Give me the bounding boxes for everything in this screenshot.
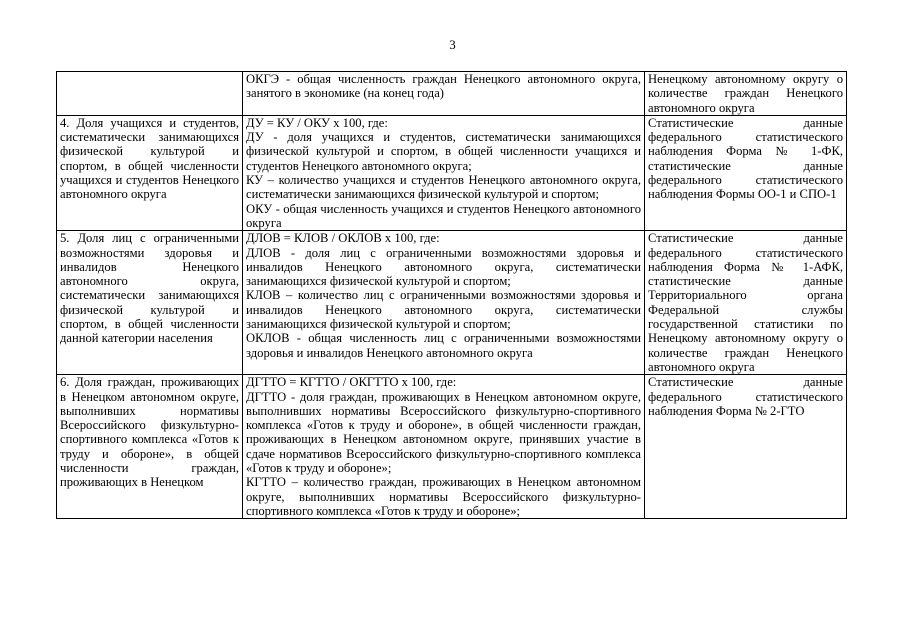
formula-text: ДЛОВ = КЛОВ / ОКЛОВ х 100, где: [246, 231, 440, 246]
formula-definition: КГТТО – количество граждан, проживающих в Ненецком автономном округе, выполнивших нормативы Всероссийского физкультурно-спортивного комплекса «Готов к труду и обороне»; [246, 475, 641, 518]
formula-text: ДГТТО = КГТТО / ОКГТТО х 100, где: [246, 375, 457, 390]
table-row [57, 375, 847, 519]
formula-cell [243, 231, 645, 375]
table-row [57, 231, 847, 375]
table-row [57, 72, 847, 116]
formula-definition: ДЛОВ - доля лиц с ограниченными возможностями здоровья и инвалидов Ненецкого автономного округа, систематически занимающихся физической культурой и спортом; [246, 245, 641, 289]
formula-definition: КУ – количество учащихся и студентов Ненецкого автономного округа, систематически занимающихся физической культурой и спортом; [246, 173, 641, 202]
indicators-table [56, 71, 847, 519]
source-cell: Ненецкому автономному округу о количестве граждан Ненецкого автономного округа [645, 72, 847, 116]
page-number: 3 [449, 37, 456, 52]
formula-definition: КЛОВ – количество лиц с ограниченными возможностями здоровья и инвалидов Ненецкого автономного округа, систематически занимающихся физической культурой и спортом; [246, 288, 641, 332]
source-cell: Статистические данные федерального статистического наблюдения Форма № 2-ГТО [645, 375, 847, 519]
formula-definition: ОКУ - общая численность учащихся и студентов Ненецкого автономного округа [246, 201, 641, 230]
formula-cell [243, 115, 645, 230]
formula-definition: ДУ - доля учащихся и студентов, систематически занимающихся физической культурой и спортом, в общей численности учащихся и студентов Ненецкого автономного округа; [246, 130, 641, 173]
formula-definition: ОКЛОВ - общая численность лиц с ограниченными возможностями здоровья и инвалидов Ненецкого автономного округа [246, 331, 641, 360]
source-cell: Статистические данные федерального статистического наблюдения Форма № 1-АФК, статистические данные Территориального органа Федеральной службы государственной статистики по Ненецкому автономному округу о количестве граждан Ненецкого автономного округа [645, 231, 847, 375]
formula-cell [243, 375, 645, 519]
formula-definition: ДГТТО - доля граждан, проживающих в Ненецком автономном округе, выполнивших нормативы Всероссийского физкультурно-спортивного комплекса «Готов к труду и обороне», в общей численности граждан, проживающих в Ненецком автономном округе, принявших участие в сдаче нормативов Всероссийского физкультурно-спортивного комплекса «Готов к труду и обороне»; [246, 389, 641, 476]
indicator-cell [57, 72, 243, 116]
indicator-cell: 5. Доля лиц с ограниченными возможностями здоровья и инвалидов Ненецкого автономного округа, систематически занимающихся физической культурой и спортом, в общей численности данной категории населения [57, 231, 243, 375]
indicator-cell: 6. Доля граждан, проживающих в Ненецком автономном округе, выполнивших нормативы Всероссийского физкультурно-спортивного комплекса «Готов к труду и обороне», в общей численности граждан, проживающих в Ненецком [57, 375, 243, 519]
source-cell: Статистические данные федерального статистического наблюдения Форма № 1-ФК, статистические данные федерального статистического наблюдения Формы ОО-1 и СПО-1 [645, 115, 847, 230]
table-row [57, 115, 847, 230]
indicator-cell: 4. Доля учащихся и студентов, систематически занимающихся физической культурой и спортом, в общей численности учащихся и студентов Ненецкого автономного округа [57, 115, 243, 230]
formula-text: ДУ = КУ / ОКУ х 100, где: [246, 115, 388, 130]
formula-cell: ОКГЭ - общая численность граждан Ненецкого автономного округа, занятого в экономике (на конец года) [243, 72, 645, 116]
